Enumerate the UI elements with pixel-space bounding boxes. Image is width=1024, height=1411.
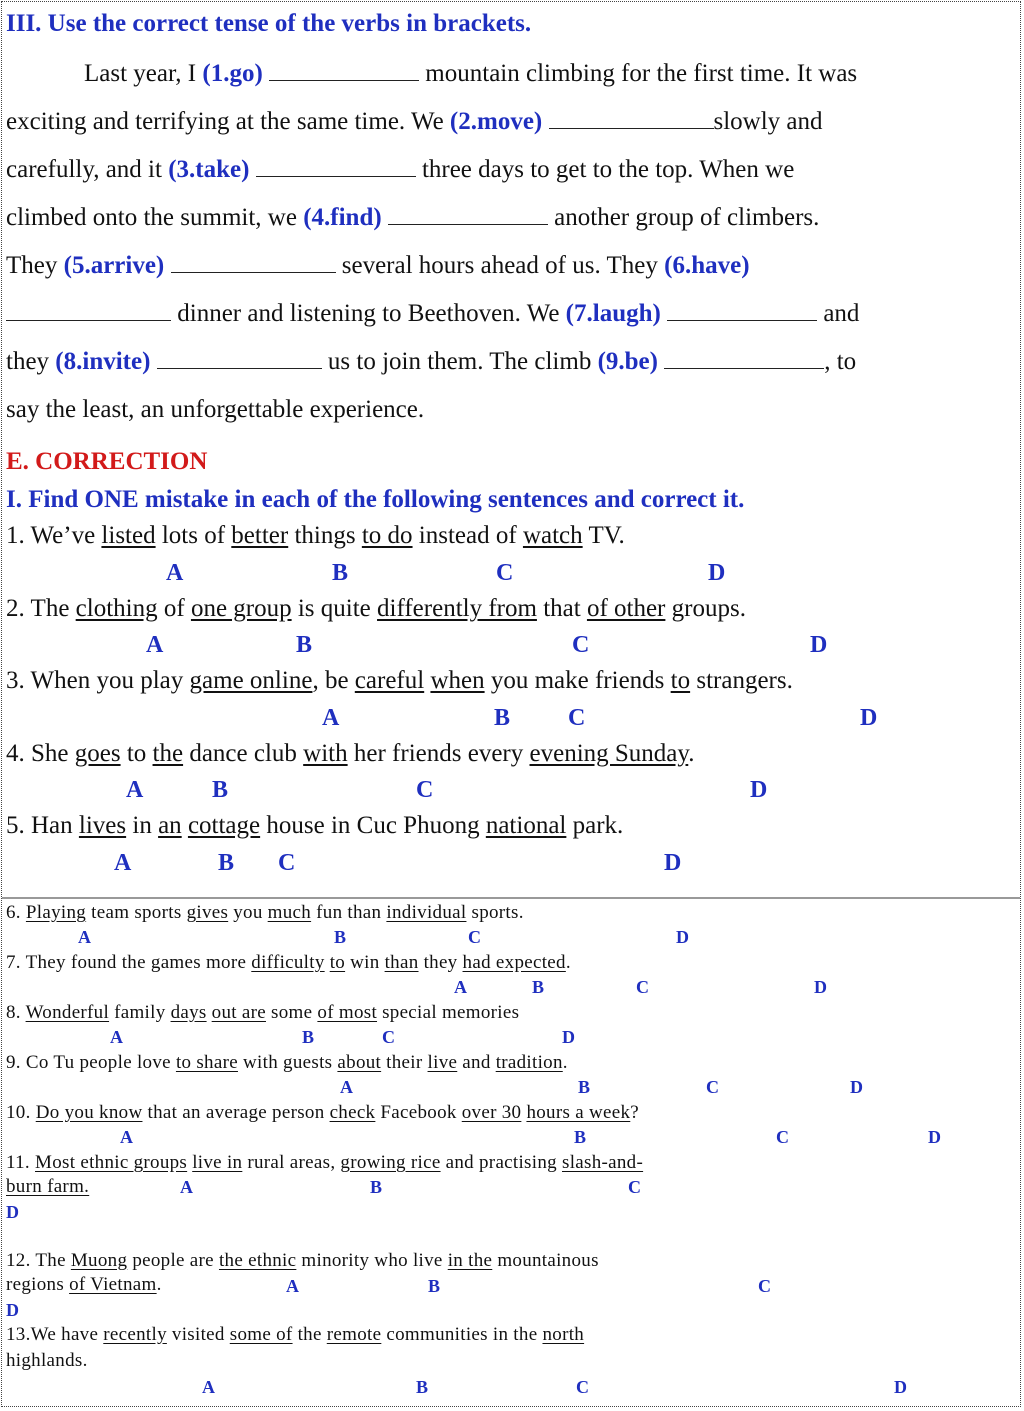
q4-label-a[interactable]: A [126,777,144,803]
section-3-heading: III. Use the correct tense of the verbs in brackets. [6,10,532,37]
q8-label-d[interactable]: D [562,1027,575,1047]
answer-blank-3[interactable] [256,162,416,177]
verb-4: (4.find) [303,204,382,231]
passage-line-2: exciting and terrifying at the same time. We (2.move) slowly and [6,108,823,135]
section-e-subheading: I. Find ONE mistake in each of the following sentences and correct it. [6,486,745,513]
question-4: 4. She goes to the dance club with her friends every evening Sunday. [6,740,695,767]
section-divider [2,897,1020,899]
q2-label-d[interactable]: D [810,632,828,658]
q7-label-a[interactable]: A [454,977,467,997]
q8-label-b[interactable]: B [302,1027,315,1047]
q9-label-d[interactable]: D [850,1077,863,1097]
q2-label-b[interactable]: B [296,632,313,658]
question-3: 3. When you play game online, be careful when you make friends to strangers. [6,667,793,694]
answer-blank-1[interactable] [269,66,419,81]
q10-label-b[interactable]: B [574,1127,587,1147]
verb-2: (2.move) [449,108,543,135]
passage-line-1: Last year, I (1.go) mountain climbing for the first time. It was [84,60,858,87]
verb-3: (3.take) [168,156,250,183]
verb-7: (7.laugh) [565,300,661,327]
q10-label-c[interactable]: C [776,1127,789,1147]
q2-label-a[interactable]: A [146,632,164,658]
passage-line-8: say the least, an unforgettable experience. [6,396,425,423]
q6-label-d[interactable]: D [676,927,689,947]
verb-8: (8.invite) [55,348,151,375]
q11-label-c[interactable]: C [628,1177,641,1197]
question-10: 10. Do you know that an average person check Facebook over 30 hours a week? [6,1102,640,1123]
q12-label-d[interactable]: D [6,1300,19,1320]
question-11-line-2: burn farm. [6,1176,90,1197]
worksheet [1,1,1021,1407]
q2-label-c[interactable]: C [572,632,590,658]
question-12: 12. The Muong people are the ethnic minority who live in the mountainous [6,1250,599,1271]
q3-label-c[interactable]: C [568,705,586,731]
question-5: 5. Han lives in an cottage house in Cuc Phuong national park. [6,812,624,839]
q9-label-c[interactable]: C [706,1077,719,1097]
q10-label-a[interactable]: A [120,1127,133,1147]
passage-line-3: carefully, and it (3.take) three days to get to the top. When we [6,156,795,183]
q1-label-d[interactable]: D [708,560,726,586]
passage-line-5: They (5.arrive) several hours ahead of us. They (6.have) [6,252,750,279]
answer-blank-8[interactable] [157,354,322,369]
q8-label-c[interactable]: C [382,1027,395,1047]
passage-line-4: climbed onto the summit, we (4.find) another group of climbers. [6,204,820,231]
question-9: 9. Co Tu people love to share with guests about their live and tradition. [6,1052,568,1073]
question-7: 7. They found the games more difficulty to win than they had expected. [6,952,571,973]
question-11: 11. Most ethnic groups live in rural areas, growing rice and practising slash-and- [6,1152,644,1173]
passage-line-7: they (8.invite) us to join them. The climb (9.be) , to [6,348,857,375]
q1-label-b[interactable]: B [332,560,349,586]
answer-blank-6[interactable] [6,306,171,321]
q13-label-b[interactable]: B [416,1377,429,1397]
answer-blank-2[interactable] [549,114,714,129]
answer-blank-5[interactable] [171,258,336,273]
q5-label-d[interactable]: D [664,850,682,876]
answer-blank-7[interactable] [667,306,817,321]
q4-label-c[interactable]: C [416,777,434,803]
q5-label-c[interactable]: C [278,850,296,876]
verb-1: (1.go) [202,60,263,87]
answer-blank-4[interactable] [388,210,548,225]
q12-label-a[interactable]: A [286,1276,299,1296]
passage-line-6: dinner and listening to Beethoven. We (7.laugh) and [6,300,859,328]
q11-label-b[interactable]: B [370,1177,383,1197]
q9-label-a[interactable]: A [340,1077,353,1097]
q10-label-d[interactable]: D [928,1127,941,1147]
q12-label-c[interactable]: C [758,1276,771,1296]
q13-label-c[interactable]: C [576,1377,589,1397]
question-6: 6. Playing team sports gives you much fun than individual sports. [6,902,524,923]
q6-label-b[interactable]: B [334,927,347,947]
verb-5: (5.arrive) [63,252,165,279]
q8-label-a[interactable]: A [110,1027,123,1047]
q1-label-c[interactable]: C [496,560,514,586]
q9-label-b[interactable]: B [578,1077,591,1097]
q5-label-b[interactable]: B [218,850,235,876]
q13-label-d[interactable]: D [894,1377,907,1397]
q1-label-a[interactable]: A [166,560,184,586]
q3-label-a[interactable]: A [322,705,340,731]
question-13: 13.We have recently visited some of the remote communities in the north [6,1324,585,1345]
q7-label-c[interactable]: C [636,977,649,997]
q13-label-a[interactable]: A [202,1377,215,1397]
q4-label-d[interactable]: D [750,777,768,803]
verb-6: (6.have) [664,252,750,279]
q7-label-d[interactable]: D [814,977,827,997]
section-e-heading: E. CORRECTION [6,448,208,475]
q12-label-b[interactable]: B [428,1276,441,1296]
q4-label-b[interactable]: B [212,777,229,803]
q7-label-b[interactable]: B [532,977,545,997]
answer-blank-9[interactable] [664,354,824,369]
question-8: 8. Wonderful family days out are some of most special memories [6,1002,520,1023]
q5-label-a[interactable]: A [114,850,132,876]
question-13-line-2: highlands. [6,1350,88,1371]
q3-label-d[interactable]: D [860,705,878,731]
q6-label-c[interactable]: C [468,927,481,947]
q3-label-b[interactable]: B [494,705,511,731]
q6-label-a[interactable]: A [78,927,91,947]
question-12-line-2: regions of Vietnam. [6,1274,162,1295]
q11-label-a[interactable]: A [180,1177,193,1197]
question-1: 1. We’ve listed lots of better things to do instead of watch TV. [6,522,625,549]
question-2: 2. The clothing of one group is quite differently from that of other groups. [6,595,746,622]
verb-9: (9.be) [597,348,658,375]
q11-label-d[interactable]: D [6,1202,19,1222]
